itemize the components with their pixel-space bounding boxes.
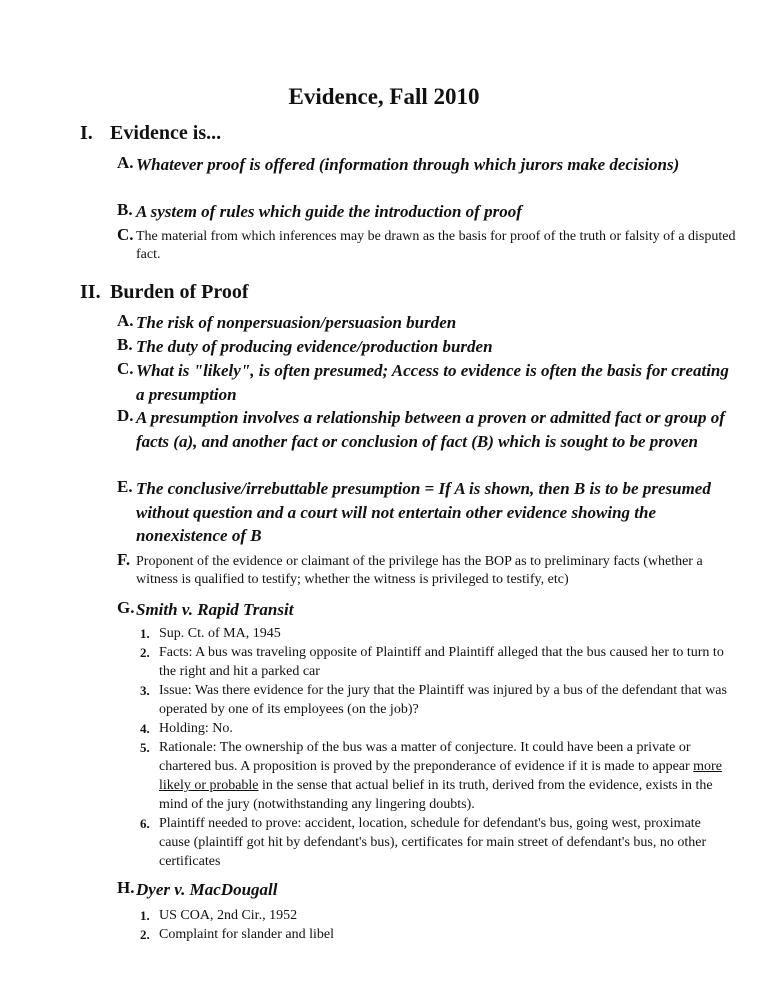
item-text: Whatever proof is offered (information through which jurors make decisions) (136, 155, 680, 174)
list-item-1A (117, 153, 737, 177)
point-text: Rationale: The ownership of the bus was a matter of conjecture. It could have been a private or chartered bus. A proposition is proved by the preponderance of evidence if it is made to appear more likely or probable in the sense that actual belief in its truth, derived from the evidence, exists in the mind of the jury (notwithstanding any lingering doubts). (159, 740, 722, 812)
item-letter: B. (117, 200, 133, 219)
item-letter: F. (117, 550, 131, 569)
point-text: Holding: No. (159, 721, 233, 736)
point-number: 1. (140, 626, 150, 641)
list-item-2E (117, 477, 737, 548)
section-title: Burden of Proof (110, 281, 249, 303)
point-text: Plaintiff needed to prove: accident, location, schedule for defendant's bus, going west, proximate cause (plaintiff got hit by defendant's bus), certificates for main street of defendant's bus, no other certificates (159, 816, 707, 869)
point-text: US COA, 2nd Cir., 1952 (159, 908, 298, 923)
point-H2 (140, 925, 730, 944)
point-text: Facts: A bus was traveling opposite of Plaintiff and Plaintiff alleged that the bus caused her to turn to the right and hit a parked car (159, 645, 724, 679)
section-heading-1 (80, 122, 221, 145)
point-number: 6. (140, 816, 150, 831)
item-text: The conclusive/irrebuttable presumption = If A is shown, then B is to be presumed without question and a court will not entertain other evidence showing the nonexistence of B (136, 479, 711, 545)
item-text: The duty of producing evidence/production burden (136, 337, 493, 356)
point-text: Complaint for slander and libel (159, 927, 334, 942)
item-letter: C. (117, 359, 134, 378)
item-letter: A. (117, 153, 134, 172)
section-number: I. (80, 122, 93, 144)
list-item-2C (117, 359, 737, 406)
case-title: Dyer v. MacDougall (136, 880, 278, 899)
point-number: 2. (140, 645, 150, 660)
point-G4 (140, 719, 730, 738)
point-number: 4. (140, 721, 150, 736)
list-item-2B (117, 335, 737, 359)
point-text: Sup. Ct. of MA, 1945 (159, 626, 281, 641)
item-text: The material from which inferences may be drawn as the basis for proof of the truth or falsity of a disputed fact. (136, 229, 736, 262)
item-text: A system of rules which guide the introduction of proof (136, 202, 522, 221)
item-letter: C. (117, 225, 134, 244)
item-letter: G. (117, 598, 135, 617)
point-number: 2. (140, 927, 150, 942)
underlined-phrase: more likely or probable (159, 759, 722, 793)
list-item-2F (117, 550, 737, 589)
point-G3 (140, 681, 730, 719)
point-number: 3. (140, 683, 150, 698)
point-number: 1. (140, 908, 150, 923)
case-title: Smith v. Rapid Transit (136, 600, 294, 619)
point-G5 (140, 738, 730, 814)
point-number: 5. (140, 740, 150, 755)
item-letter: H. (117, 878, 135, 897)
point-G6 (140, 814, 730, 871)
item-letter: D. (117, 406, 134, 425)
list-item-1C (117, 225, 737, 264)
list-item-2D (117, 406, 737, 453)
point-G1 (140, 624, 730, 643)
section-title: Evidence is... (110, 122, 222, 144)
item-letter: E. (117, 477, 133, 496)
point-G2 (140, 643, 730, 681)
item-letter: B. (117, 335, 133, 354)
list-item-2G (117, 598, 737, 622)
item-letter: A. (117, 311, 134, 330)
document-title: Evidence, Fall 2010 (288, 84, 480, 109)
point-text: Issue: Was there evidence for the jury that the Plaintiff was injured by a bus of the defendant that was operated by one of its employees (on the job)? (159, 683, 727, 717)
item-text: A presumption involves a relationship between a proven or admitted fact or group of facts (a), and another fact or conclusion of fact (B) which is sought to be proven (136, 408, 725, 451)
list-item-2A (117, 311, 737, 335)
item-text: The risk of nonpersuasion/persuasion burden (136, 313, 457, 332)
section-heading-2 (80, 281, 249, 304)
point-H1 (140, 906, 730, 925)
list-item-1B (117, 200, 737, 224)
section-number: II. (80, 281, 101, 303)
list-item-2H (117, 878, 737, 902)
item-text: Proponent of the evidence or claimant of the privilege has the BOP as to preliminary facts (whether a witness is qualified to testify; whether the witness is privileged to testify, etc) (136, 554, 703, 587)
item-text: What is "likely", is often presumed; Access to evidence is often the basis for creating a presumption (136, 361, 729, 404)
